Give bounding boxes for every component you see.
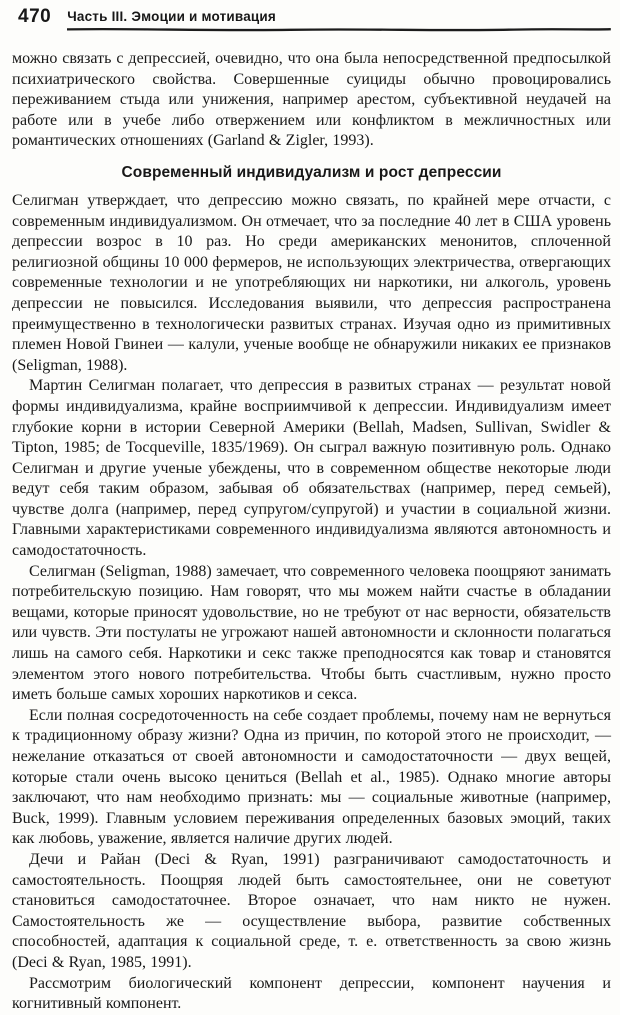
paragraph: Селигман (Seligman, 1988) замечает, что современного человека поощряют занимать потребительскую позицию. Нам говорят, что мы можем найти счастье в обладании вещами, которые приносят удовольствие, но не требуют от нас верности, обязательств или чувств. Эти постулаты не угрожают нашей автономности и склонности полагаться лишь на самого себя. Наркотики и секс также преподносятся как товар и становятся элементом этого нового потребительства. Чтобы быть счастливым, нужно просто иметь больше самых хороших наркотиков и секса.	[12, 562, 611, 704]
page-number: 470	[18, 6, 52, 27]
paragraph: Если полная сосредоточенность на себе создает проблемы, почему нам не вернуться к традиционному образу жизни? Одна из причин, по которой этого не происходит, — нежелание отказаться от своей автономности и самодостаточности — двух вещей, которые стали очень высоко цениться (Bellah et al., 1985). Однако многие авторы заключают, что нам необходимо признать: мы — социальные животные (например, Buck, 1999). Главным условием переживания определенных базовых эмоций, таких как любовь, уважение, является наличие других людей.	[12, 706, 611, 848]
header-rule	[67, 27, 611, 34]
running-head-title: Часть III. Эмоции и мотивация	[67, 9, 277, 24]
paragraph: Дечи и Райан (Deci & Ryan, 1991) разграничивают самодостаточность и самостоятельность. Поощряя людей быть самостоятельнее, они не советуют становиться самодостаточнее. Второе означает, что нам никто не нужен. Самостоятельность же — осуществление выбора, развитие собственных способностей, адаптация к социальной среде, т. е. ответственность за свою жизнь (Deci & Ryan, 1985, 1991).	[12, 850, 611, 971]
paragraph: Селигман утверждает, что депрессию можно связать, по крайней мере отчасти, с современным индивидуализмом. Он отмечает, что за последние 40 лет в США уровень депрессии возрос в 10 раз. Но среди американских менонитов, сплоченной религиозной общины 10 000 фермеров, не использующих электричества, отвергающих современные технологии и не употребляющих ни наркотики, ни алкоголь, уровень депрессии не повысился. Исследования выявили, что депрессия распространена преимущественно в технологически развитых странах. Изучая одно из примитивных племен Новой Гвинеи — калули, ученые вообще не обнаружили никаких ее признаков (Seligman, 1988).	[12, 191, 611, 374]
running-head	[67, 6, 611, 34]
page-header	[12, 6, 611, 34]
paragraph-continued: можно связать с депрессией, очевидно, что она была непосредственной предпосылкой психиатрического свойства. Совершенные суициды обычно провоцировались переживанием стыда или унижения, например арестом, субъективной неудачей на работе или в учебе либо отвержением или конфликтом в межличностных или романтических отношениях (Garland & Zigler, 1993).	[12, 50, 611, 150]
page-body	[12, 49, 611, 1015]
section-heading: Современный индивидуализм и рост депрессии	[121, 163, 502, 181]
paragraph: Рассмотрим биологический компонент депрессии, компонент научения и когнитивный компонент.	[12, 974, 611, 1013]
paragraph: Мартин Селигман полагает, что депрессия в развитых странах — результат новой формы индивидуализма, крайне восприимчивой к депрессии. Индивидуализм имеет глубокие корни в истории Северной Америки (Bellah, Madsen, Sullivan, Swidler & Tipton, 1985; de Tocqueville, 1835/1969). Он сыграл важную позитивную роль. Однако Селигман и другие ученые убеждены, что в современном обществе некоторые люди ведут себя таким образом, забывая об обязательствах (например, перед семьей), чувстве долга (например, перед супругом/супругой) и участии в социальной жизни. Главными характеристиками современного индивидуализма являются автономность и самодостаточность.	[12, 377, 611, 560]
